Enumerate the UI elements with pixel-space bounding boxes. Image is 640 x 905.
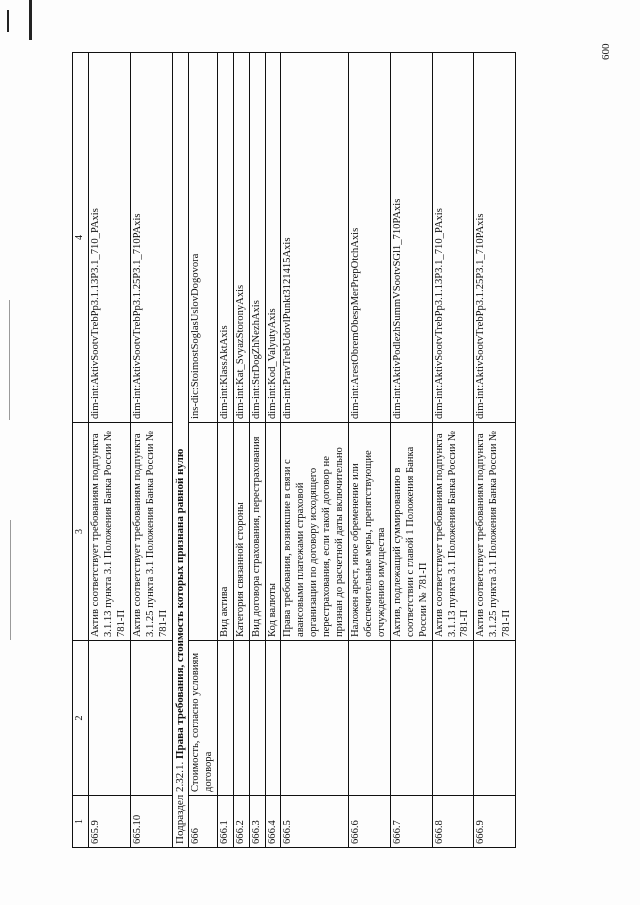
row-number: 666.2 [233,796,249,848]
table-row [130,53,172,848]
row-name: Стоимость, согласно условиям договора [188,641,217,796]
scan-edge-line [9,300,10,420]
table-row [265,53,281,848]
row-description: Код валюты [265,423,281,641]
row-description: Категория связанной стороны [233,423,249,641]
row-name [130,641,172,796]
table-row [249,53,265,848]
column-header: 3 [73,423,89,641]
row-number: 666.9 [474,796,516,848]
row-description: Актив соответствует требованиям подпункта 3.1.13 пункта 3.1 Положения Банка России № 781-П [432,423,474,641]
row-description: Актив соответствует требованиям подпункта 3.1.25 пункта 3.1 Положения Банка России № 781-П [474,423,516,641]
row-description [188,423,217,641]
column-number-row [73,53,89,848]
scan-edge-mark [7,10,9,32]
section-prefix: Подраздел 2.32.1. [173,759,186,844]
row-code: dim-int:AktivSootvTrebPp3.1.25P3.1_710PAxis [130,53,172,423]
scan-edge-line [10,520,11,640]
row-name [249,641,265,796]
row-code: dim-int:ArestObremObespMerPrepOtchAxis [349,53,391,423]
row-description: Вид актива [217,423,233,641]
row-code: dim-int:AktivSootvTrebPp3.1.13P3.1_710_PAxis [89,53,131,423]
row-name [390,641,432,796]
row-description: Наложен арест, иное обременение или обеспечительные меры, препятствующие отчуждению имущества [349,423,391,641]
row-number: 666 [188,796,217,848]
column-header: 4 [73,53,89,423]
row-description: Актив, подлежащий суммированию в соответствии с главой 1 Положения Банка России № 781-П [390,423,432,641]
table-row [474,53,516,848]
section-row [172,53,188,848]
row-name [89,641,131,796]
table-row [281,53,349,848]
row-name [349,641,391,796]
row-code: dim-int:Kat_SvyazStoronyAxis [233,53,249,423]
row-code: dim-int:Kod_ValyutyAxis [265,53,281,423]
row-name [281,641,349,796]
table-row [188,53,217,848]
row-number: 665.9 [89,796,131,848]
row-description: Актив соответствует требованиям подпункта 3.1.25 пункта 3.1 Положения Банка России № 781-П [130,423,172,641]
row-number: 665.10 [130,796,172,848]
table-row [217,53,233,848]
section-title: Права требования, стоимость которых признана равной нулю [173,448,186,760]
column-header: 2 [73,641,89,796]
row-number: 666.5 [281,796,349,848]
row-code: dim-int:AktivSootvTrebPp3.1.25P3.1_710PAxis [474,53,516,423]
row-name [217,641,233,796]
section-heading [172,53,188,848]
row-code: dim-int:AktivPodlezhSummVSootvSGl1_710PAxis [390,53,432,423]
row-name [265,641,281,796]
table-row [349,53,391,848]
row-code: dim-int:PravTrebUdovlPunkt3121415Axis [281,53,349,423]
row-code: dim-int:AktivSootvTrebPp3.1.13P3.1_710_PAxis [432,53,474,423]
row-description: Права требования, возникшие в связи с авансовыми платежами страховой организации по договору исходящего перестрахования, если такой договор не признан до расчетной даты включительно [281,423,349,641]
row-code: dim-int:KlassAktAxis [217,53,233,423]
row-number: 666.3 [249,796,265,848]
row-number: 666.7 [390,796,432,848]
page-number: 600 [600,43,612,60]
taxonomy-table [72,52,516,848]
row-number: 666.1 [217,796,233,848]
row-code: dim-int:StrDogZhNezhAxis [249,53,265,423]
rotated-table-sheet [72,53,562,848]
row-code: ins-dic:StoimostSoglasUslovDogovora [188,53,217,423]
row-name [432,641,474,796]
column-header: 1 [73,796,89,848]
row-description: Актив соответствует требованиям подпункта 3.1.13 пункта 3.1 Положения Банка России № 781-П [89,423,131,641]
row-description: Вид договора страхования, перестрахования [249,423,265,641]
row-number: 666.6 [349,796,391,848]
row-number: 666.8 [432,796,474,848]
table-row [233,53,249,848]
row-number: 666.4 [265,796,281,848]
table-row [390,53,432,848]
row-name [233,641,249,796]
table-row [432,53,474,848]
table-row [89,53,131,848]
scan-edge-mark [29,0,32,40]
row-name [474,641,516,796]
